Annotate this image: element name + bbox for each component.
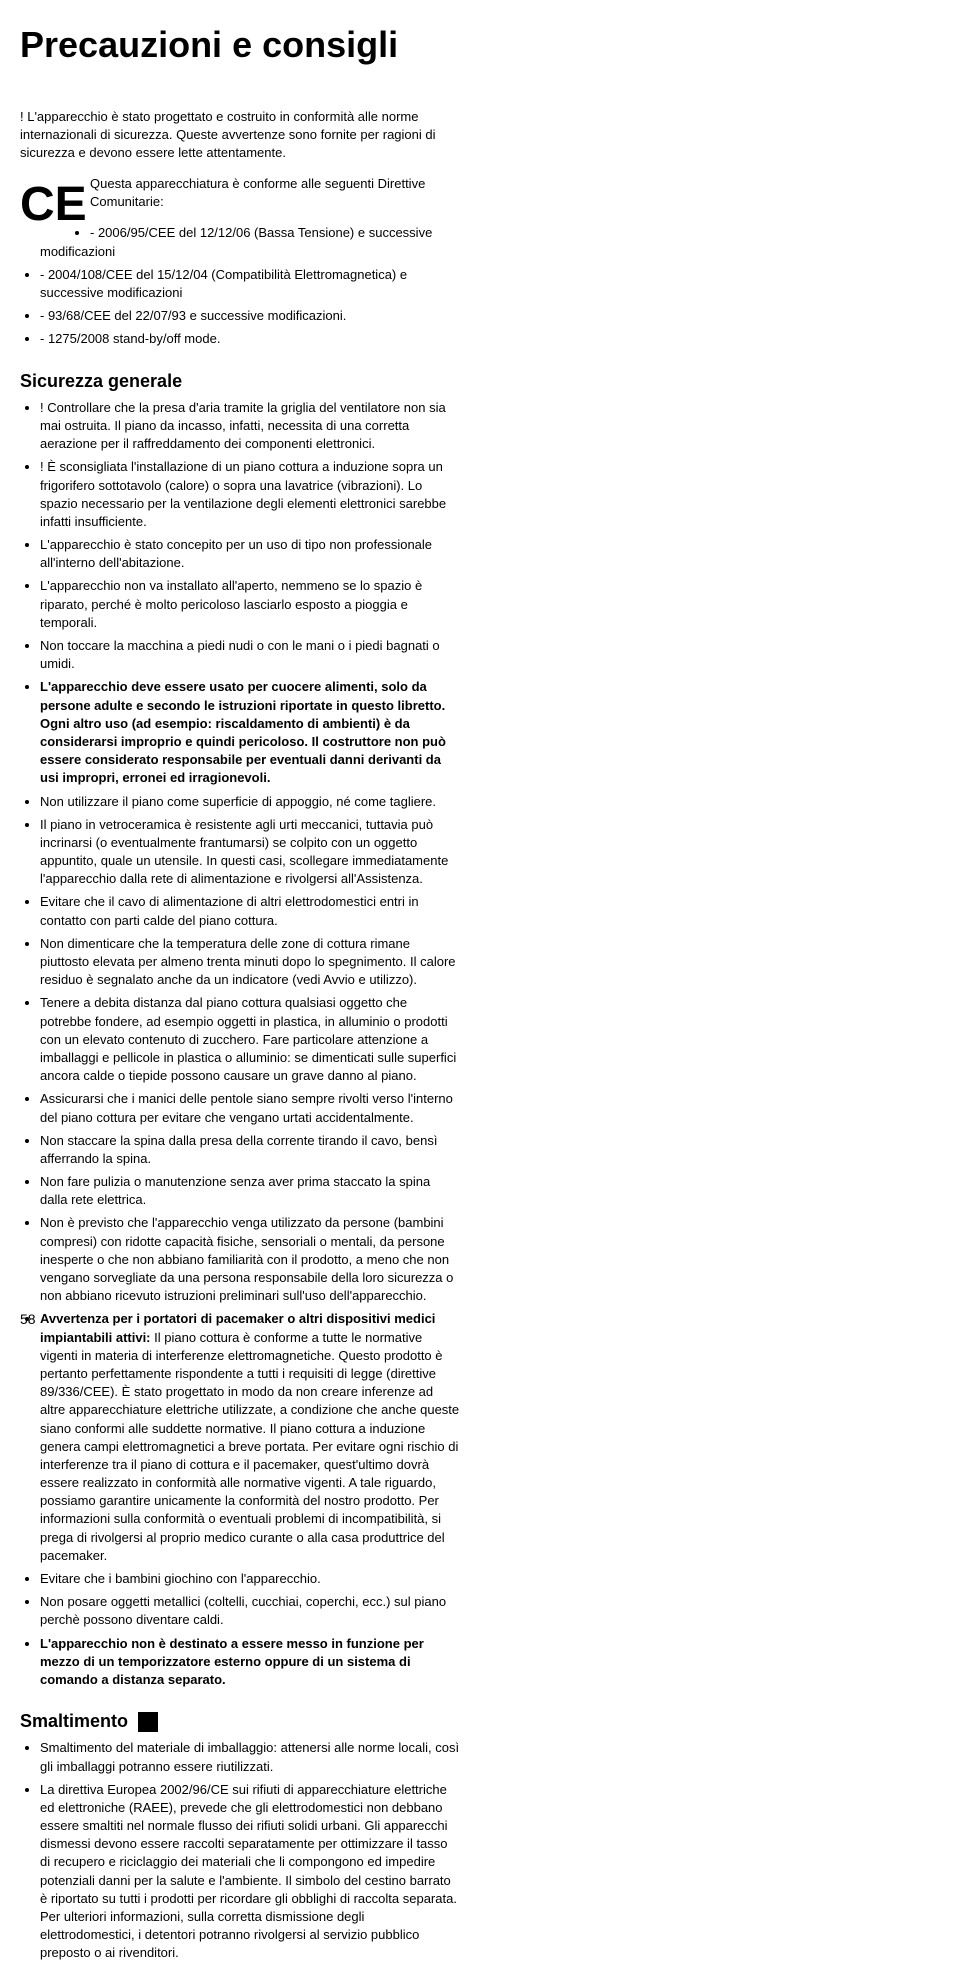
smaltimento-item: • La direttiva Europea 2002/96/CE sui rifiuti di apparecchiature elettriche ed elettroniche (RAEE), prevede che gli elettrodomestici non debbano essere smaltiti nel normale flusso dei rifiuti solidi urbani. Gli apparecchi dismessi devono essere raccolti separatamente per ottimizzare il tasso di recupero e riciclaggio dei materiali che li compongono ed impedire potenziali danni per la salute e l'ambiente. Il simbolo del cestino barrato è riportato su tutti i prodotti per ricordare gli obblighi di raccolta separata. Per ulteriori informazioni, sulla corretta dismissione degli elettrodomestici, i detentori potranno rivolgersi al servizio pubblico preposto o ai rivenditori. <box>40 1781 460 1963</box>
column-2-item: • Non staccare la spina dalla presa della corrente tirando il cavo, bensì afferrando la spina. <box>40 1132 460 1168</box>
column-2-item: • Non è previsto che l'apparecchio venga utilizzato da persone (bambini compresi) con ridotte capacità fisiche, sensoriali o mentali, da persone inesperte o che non abbiano familiarità con il prodotto, a meno che non vengano sorvegliate da una persona responsabile della loro sicurezza o non abbiano ricevuto istruzioni preliminari sull'uso dell'apparecchio. <box>40 1214 460 1305</box>
column-2-item: • L'apparecchio non è destinato a essere messo in funzione per mezzo di un temporizzatore esterno oppure di un sistema di comando a distanza separato. <box>40 1635 460 1690</box>
sicurezza-item: • L'apparecchio non va installato all'aperto, nemmeno se lo spazio è riparato, perché è molto pericoloso lasciarlo esposto a pioggia e temporali. <box>40 577 460 632</box>
sicurezza-item: • ! Controllare che la presa d'aria tramite la griglia del ventilatore non sia mai ostruita. Il piano da incasso, infatti, necessita di una corretta aerazione per il raffreddamento dei componenti elettronici. <box>40 399 460 454</box>
sicurezza-generale-list <box>20 399 460 1127</box>
smaltimento-heading: Smaltimento <box>20 1709 460 1734</box>
sicurezza-item: • Non dimenticare che la temperatura delle zone di cottura rimane piuttosto elevata per almeno trenta minuti dopo lo spegnimento. Il calore residuo è segnalato anche da un indicatore (vedi Avvio e utilizzo). <box>40 935 460 990</box>
sicurezza-item: • L'apparecchio è stato concepito per un uso di tipo non professionale all'interno dell'abitazione. <box>40 536 460 572</box>
sicurezza-item: • Non utilizzare il piano come superficie di appoggio, né come tagliere. <box>40 793 460 811</box>
directive-item: • - 93/68/CEE del 22/07/93 e successive modificazioni. <box>40 307 460 325</box>
page-title: Precauzioni e consigli <box>20 20 934 70</box>
sicurezza-item: • ! È sconsigliata l'installazione di un piano cottura a induzione sopra un frigorifero sottotavolo (calore) o sopra una lavatrice (vibrazioni). Lo spazio necessario per la ventilazione degli elementi elettronici sarebbe infatti insufficiente. <box>40 458 460 531</box>
smaltimento-item: • Smaltimento del materiale di imballaggio: attenersi alle norme locali, così gli imballaggi potranno essere riutilizzati. <box>40 1739 460 1775</box>
sicurezza-item: • Tenere a debita distanza dal piano cottura qualsiasi oggetto che potrebbe fondere, ad esempio oggetti in plastica, in alluminio o prodotti con un elevato contenuto di zucchero. Fare particolare attenzione a imballaggi e pellicole in plastica o alluminio: se dimenticati sulle superfici ancora calde o tiepide possono causare un grave danno al piano. <box>40 994 460 1085</box>
smaltimento-list <box>20 1739 460 1962</box>
column-2-list <box>20 1132 460 1689</box>
column-1 <box>20 95 480 1132</box>
column-2-item: • Non fare pulizia o manutenzione senza aver prima staccato la spina dalla rete elettrica. <box>40 1173 460 1209</box>
ce-section <box>20 175 460 211</box>
intro-text: ! L'apparecchio è stato progettato e costruito in conformità alle norme internazionali di sicurezza. Queste avvertenze sono fornite per ragioni di sicurezza e devono essere lette attentamente. <box>20 108 460 163</box>
directives-list <box>20 224 460 348</box>
ce-text: Questa apparecchiatura è conforme alle seguenti Direttive Comunitarie: <box>20 175 460 211</box>
page-number: 58 <box>20 1310 36 1330</box>
directive-item: • - 2006/95/CEE del 12/12/06 (Bassa Tensione) e successive modificazioni <box>40 224 460 260</box>
sicurezza-item: • Evitare che il cavo di alimentazione di altri elettrodomestici entri in contatto con parti calde del piano cottura. <box>40 893 460 929</box>
recycle-icon <box>138 1712 158 1732</box>
column-2-item: • Non posare oggetti metallici (coltelli, cucchiai, coperchi, ecc.) sul piano perchè possono diventare caldi. <box>40 1593 460 1629</box>
sicurezza-item: • L'apparecchio deve essere usato per cuocere alimenti, solo da persone adulte e secondo le istruzioni riportate in questo libretto. Ogni altro uso (ad esempio: riscaldamento di ambienti) è da considerarsi improprio e quindi pericoloso. Il costruttore non può essere considerato responsabile per eventuali danni derivanti da usi impropri, erronei ed irragionevoli. <box>40 678 460 787</box>
ce-logo: CE <box>20 175 80 235</box>
directive-item: • - 2004/108/CEE del 15/12/04 (Compatibilità Elettromagnetica) e successive modificazioni <box>40 266 460 302</box>
column-2-item: • Evitare che i bambini giochino con l'apparecchio. <box>40 1570 460 1588</box>
sicurezza-generale-heading: Sicurezza generale <box>20 369 460 394</box>
column-2-item: • Avvertenza per i portatori di pacemaker o altri dispositivi medici impiantabili attivi: Il piano cottura è conforme a tutte le normative vigenti in materia di interferenze elettromagnetiche. Questo prodotto è pertanto perfettamente rispondente a tutti i requisiti di legge (direttive 89/336/CEE). È stato progettato in modo da non creare inferenze ad altre apparecchiature elettriche utilizzate, a condizione che anche queste siano conformi alle suddette normative. Il piano cottura a induzione genera campi elettromagnetici a breve portata. Per evitare ogni rischio di interferenze tra il piano di cottura e il pacemaker, quest'ultimo dovrà essere realizzato in conformità alle normative vigenti. A tale riguardo, possiamo garantire unicamente la conformità del nostro prodotto. Per informazioni sulla conformità o eventuali problemi di incompatibilità, si prega di rivolgersi al proprio medico curante o alla casa produttrice del pacemaker. <box>40 1310 460 1565</box>
directive-item: • - 1275/2008 stand-by/off mode. <box>40 330 460 348</box>
sicurezza-item: • Assicurarsi che i manici delle pentole siano sempre rivolti verso l'interno del piano cottura per evitare che vengano urtati accidentalmente. <box>40 1090 460 1126</box>
sicurezza-item: • Il piano in vetroceramica è resistente agli urti meccanici, tuttavia può incrinarsi (o eventualmente frantumarsi) se colpito con un oggetto appuntito, quale un utensile. In questi casi, scollegare immediatamente l'apparecchio dalla rete di alimentazione e rivolgersi all'Assistenza. <box>40 816 460 889</box>
sicurezza-item: • Non toccare la macchina a piedi nudi o con le mani o i piedi bagnati o umidi. <box>40 637 460 673</box>
column-2 <box>20 1132 480 1968</box>
